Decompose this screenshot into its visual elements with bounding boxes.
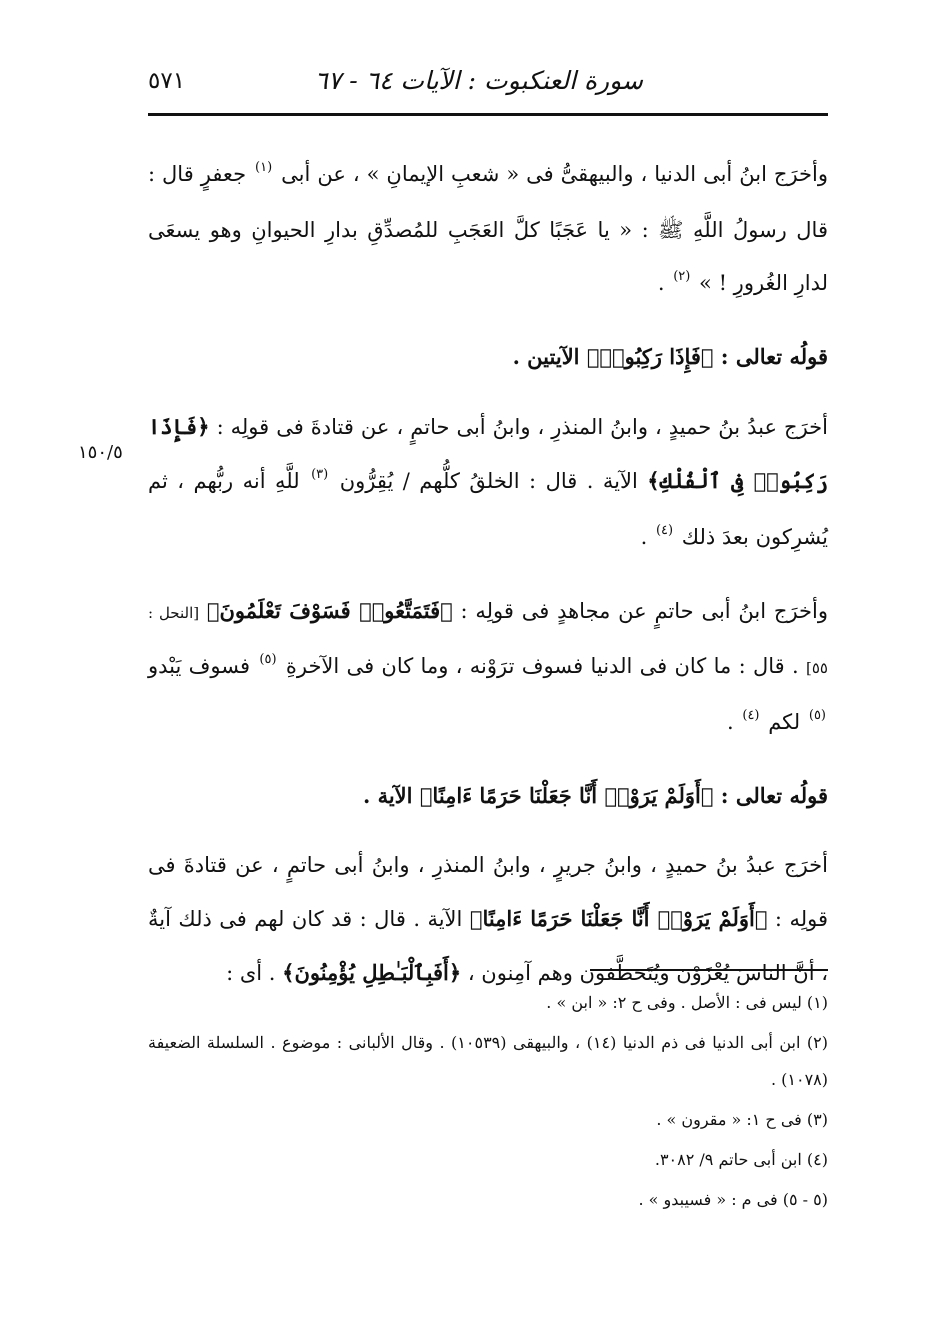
footnote-5: (٥ - ٥) فى م : « فسيبدو » . [638, 1190, 828, 1209]
quran-quote: ﴿فَتَمَتَّعُوا۟ فَسَوْفَ تَعْلَمُونَ﴾ [206, 598, 453, 623]
text: . أى : [226, 961, 276, 985]
footnote-ref-5-close: (٥) [808, 708, 826, 723]
text: . [657, 271, 665, 295]
text: جعفرٍ قال : قال رسولُ اللَّهِ ﷺ : « يا عَجَبًا كلَّ العَجَبِ للمُصدِّقِ بدارِ الحيوانِ وهو يسعَى لدارِ الغُرورِ ! » [148, 162, 828, 295]
footnote-ref-2: (٢) [673, 269, 691, 284]
surah-citation: [النحل : ٥٥] [148, 604, 828, 677]
footnote-ref-3: (٣) [311, 467, 329, 482]
quran-quote: ﴿أَفَبِٱلْبَـٰطِلِ يُؤْمِنُونَ﴾ [282, 960, 462, 985]
text: أخرَج عبدُ بنُ حميدٍ ، وابنُ المنذرِ ، وابنُ أبى حاتمٍ ، عن قتادةَ فى قولِه : [216, 415, 828, 439]
text: أخرَج عبدُ بنُ حميدٍ ، وابنُ جريرٍ ، وابنُ المنذرِ ، وابنُ أبى حاتمٍ ، عن قتادةَ فى قولِه : [148, 853, 829, 931]
quran-quote: ﴿فَإِذَا رَكِبُوا۟ فِى ٱلْفُلْكِ﴾ [148, 414, 829, 493]
footnote-ref-1: (١) [255, 160, 273, 175]
header-rule [148, 113, 828, 116]
text: . [726, 710, 734, 734]
footnote-ref-5-open: (٥) [259, 652, 277, 667]
running-title: سورة العنكبوت : الآيات ٦٤ - ٦٧ [314, 66, 643, 95]
quran-quote: ﴿فَإِذَا رَكِبُوا۟﴾ [586, 344, 714, 369]
page-header [148, 62, 828, 112]
text: لكم [768, 710, 801, 734]
heading-tail: الآية . [362, 783, 413, 808]
footnote-2: (٢) ابن أبى الدنيا فى ذم الدنيا (١٤) ، والبيهقى (١٠٥٣٩) . وقال الألبانى : موضوع . السلسلة الضعيفة (١٠٧٨) . [148, 1033, 828, 1089]
footnote-3: (٣) فى ح ١: « مقرون » . [656, 1110, 828, 1129]
paragraph-3 [148, 584, 828, 752]
text: . قال : ما كان فى الدنيا فسوف ترَوْنه ، وما كان فى الآخرةِ [285, 654, 799, 678]
verse-heading-2 [148, 769, 828, 822]
text: الآية . قال : الخلقُ كلُّهم / يُقِرُّون [339, 469, 638, 493]
text: فسوف يَبْدو [148, 654, 251, 678]
page-number: ٥٧١ [148, 68, 186, 94]
paragraph-4 [148, 839, 828, 1000]
verse-heading-1 [148, 330, 828, 383]
footnote-4: (٤) ابن أبى حاتم ٩/ ٣٠٨٢. [654, 1150, 828, 1169]
heading-tail: الآيتين . [512, 344, 580, 369]
text: وأخرَج ابنُ أبى الدنيا ، والبيهقىُّ فى « شعبِ الإيمانِ » ، عن أبى [281, 162, 828, 186]
footnote-1: (١) ليس فى : الأصل . وفى ح ٢: « ابن » . [546, 993, 828, 1012]
quran-quote: ﴿أَوَلَمْ يَرَوْا۟ أَنَّا جَعَلْنَا حَرَمًا ءَامِنًا﴾ [419, 783, 714, 808]
paragraph-1 [148, 148, 828, 313]
main-text [148, 148, 828, 1017]
text: للَّهِ أنه ربُّهم ، ثم يُشرِكون بعدَ ذلك [148, 469, 828, 549]
footnotes [148, 984, 828, 1221]
paragraph-2 [148, 400, 828, 567]
footnote-rule [590, 969, 828, 971]
text: . [640, 525, 648, 549]
text: الآية . قال : قد كان لهم فى ذلك آيةٌ ، أنَّ الناسَ يُغْزَوْن ويُتَخطَّفون وهم آمِنون ، [148, 907, 828, 985]
footnote-ref-4: (٤) [655, 523, 674, 538]
text: وأخرَج ابنُ أبى حاتمٍ عن مجاهدٍ فى قولِه : [460, 599, 828, 623]
quran-quote: ﴿أَوَلَمْ يَرَوْا۟ أَنَّا جَعَلْنَا حَرَمًا ءَامِنًا﴾ [469, 906, 768, 931]
footnote-ref-4: (٤) [742, 708, 760, 723]
heading-label: قولُه تعالى : [720, 344, 828, 369]
heading-label: قولُه تعالى : [720, 783, 828, 808]
margin-reference: ١٥٠/٥ [78, 442, 123, 463]
